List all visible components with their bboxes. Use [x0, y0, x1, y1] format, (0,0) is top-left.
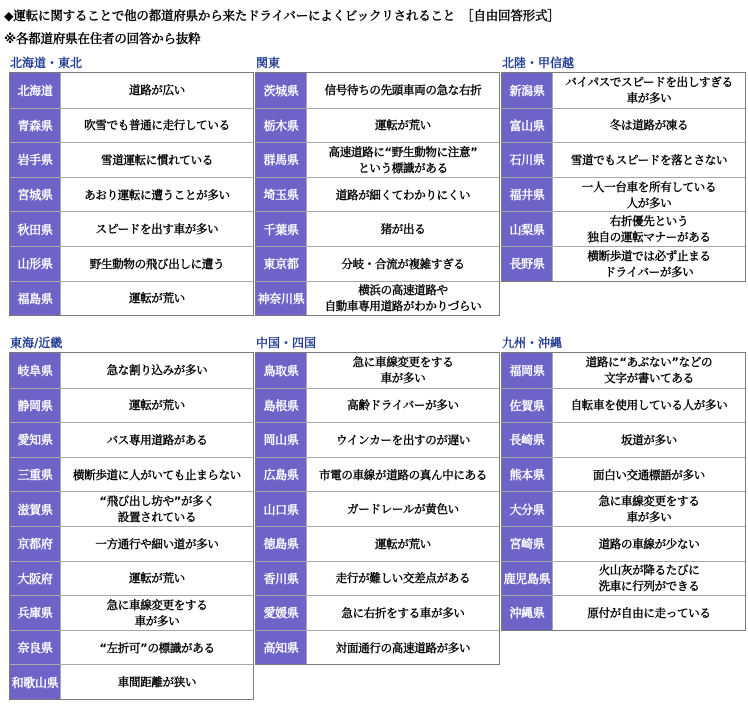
answer-text: 火山灰が降るたびに 洗車に行列ができる — [552, 562, 745, 596]
answer-text: 自転車を使用している人が多い — [552, 389, 745, 423]
answer-text: 対面通行の高速道路が多い — [306, 631, 499, 665]
section-kyushu-okinawa — [501, 335, 746, 631]
section-chugoku-shikoku — [255, 335, 500, 665]
answer-table — [501, 352, 746, 631]
table-row — [256, 142, 499, 177]
answer-table — [501, 72, 746, 282]
prefecture-label: 福岡県 — [502, 353, 552, 388]
table-row — [256, 353, 499, 388]
table-row — [256, 281, 499, 316]
answer-text: あおり運転に遭うことが多い — [60, 178, 253, 212]
answer-text: 猪が出る — [306, 212, 499, 246]
table-row — [256, 246, 499, 281]
prefecture-label: 高知県 — [256, 631, 306, 665]
answer-text: スピードを出す車が多い — [60, 212, 253, 246]
prefecture-label: 栃木県 — [256, 109, 306, 143]
prefecture-label: 大阪府 — [10, 562, 60, 596]
section-title: 東海/近畿 — [10, 336, 63, 350]
prefecture-label: 愛知県 — [10, 423, 60, 457]
prefecture-label: 青森県 — [10, 109, 60, 143]
answer-text: 右折優先という 独自の運転マナーがある — [552, 212, 745, 246]
prefecture-label: 神奈川県 — [256, 282, 306, 316]
prefecture-label: 岩手県 — [10, 143, 60, 177]
answer-text: 高速道路に“野生動物に注意” という標識がある — [306, 143, 499, 177]
page-subtitle: ※各都道府県在住者の回答から抜粋 — [4, 31, 201, 46]
answer-text: 道路が細くてわかりにくい — [306, 178, 499, 212]
table-row — [256, 73, 499, 108]
answer-text: 原付が自由に走っている — [552, 596, 745, 630]
prefecture-label: 山口県 — [256, 492, 306, 526]
table-row — [502, 595, 745, 630]
answer-text: 運転が荒い — [60, 389, 253, 423]
answer-text: 車間距離が狭い — [60, 665, 253, 699]
table-row — [10, 211, 253, 246]
answer-text: 横断歩道に人がいても止まらない — [60, 458, 253, 492]
table-row — [256, 108, 499, 143]
section-tokai-kinki — [9, 335, 254, 700]
prefecture-label: 島根県 — [256, 389, 306, 423]
table-row — [502, 246, 745, 281]
prefecture-label: 千葉県 — [256, 212, 306, 246]
answer-text: 一方通行や細い道が多い — [60, 527, 253, 561]
section-title: 関東 — [256, 56, 281, 70]
table-row — [502, 561, 745, 596]
answer-text: バイパスでスピードを出しすぎる 車が多い — [552, 73, 745, 108]
table-row — [502, 388, 745, 423]
table-row — [10, 457, 253, 492]
prefecture-label: 埼玉県 — [256, 178, 306, 212]
table-row — [10, 246, 253, 281]
table-row — [502, 457, 745, 492]
section-title: 中国・四国 — [256, 336, 317, 350]
table-row — [502, 491, 745, 526]
answer-text: 急な割り込みが多い — [60, 353, 253, 388]
table-row — [10, 630, 253, 665]
table-row — [10, 595, 253, 630]
answer-text: バス専用道路がある — [60, 423, 253, 457]
section-title: 北陸・甲信越 — [502, 56, 575, 70]
answer-text: 横断歩道では必ず止まる ドライバーが多い — [552, 247, 745, 281]
prefecture-label: 滋賀県 — [10, 492, 60, 526]
table-row — [256, 457, 499, 492]
answer-text: 市電の車線が道路の真ん中にある — [306, 458, 499, 492]
table-row — [502, 177, 745, 212]
prefecture-label: 京都府 — [10, 527, 60, 561]
prefecture-label: 宮崎県 — [502, 527, 552, 561]
prefecture-label: 茨城県 — [256, 73, 306, 108]
section-title: 九州・沖縄 — [502, 336, 563, 350]
answer-text: 面白い交通標語が多い — [552, 458, 745, 492]
prefecture-label: 岐阜県 — [10, 353, 60, 388]
table-row — [256, 595, 499, 630]
prefecture-label: 兵庫県 — [10, 596, 60, 630]
answer-text: 急に車線変更をする 車が多い — [552, 492, 745, 526]
table-row — [10, 108, 253, 143]
answer-text: 道路に“あぶない”などの 文字が書いてある — [552, 353, 745, 388]
answer-text: 冬は道路が凍る — [552, 109, 745, 143]
prefecture-label: 熊本県 — [502, 458, 552, 492]
table-row — [502, 526, 745, 561]
answer-text: 急に車線変更をする 車が多い — [60, 596, 253, 630]
answer-text: “左折可”の標識がある — [60, 631, 253, 665]
prefecture-label: 長野県 — [502, 247, 552, 281]
prefecture-label: 鹿児島県 — [502, 562, 552, 596]
answer-table — [9, 352, 254, 700]
prefecture-label: 奈良県 — [10, 631, 60, 665]
table-row — [10, 422, 253, 457]
answer-text: 信号待ちの先頭車両の急な右折 — [306, 73, 499, 108]
prefecture-label: 秋田県 — [10, 212, 60, 246]
answer-text: 運転が荒い — [60, 562, 253, 596]
prefecture-label: 群馬県 — [256, 143, 306, 177]
answer-text: ガードレールが黄色い — [306, 492, 499, 526]
table-row — [10, 177, 253, 212]
prefecture-label: 岡山県 — [256, 423, 306, 457]
answer-text: ウインカーを出すのが遅い — [306, 423, 499, 457]
answer-text: 運転が荒い — [306, 527, 499, 561]
answer-text: “飛び出し坊や”が多く 設置されている — [60, 492, 253, 526]
answer-text: 横浜の高速道路や 自動車専用道路がわかりづらい — [306, 282, 499, 316]
table-row — [10, 664, 253, 699]
table-row — [502, 211, 745, 246]
prefecture-label: 山形県 — [10, 247, 60, 281]
section-hokkaido-tohoku — [9, 55, 254, 316]
answer-text: 吹雪でも普通に走行している — [60, 109, 253, 143]
answer-table — [255, 352, 500, 665]
answer-text: 急に右折をする車が多い — [306, 596, 499, 630]
prefecture-label: 鳥取県 — [256, 353, 306, 388]
prefecture-label: 福島県 — [10, 282, 60, 316]
answer-text: 雪道運転に慣れている — [60, 143, 253, 177]
prefecture-label: 三重県 — [10, 458, 60, 492]
answer-text: 道路の車線が少ない — [552, 527, 745, 561]
answer-text: 運転が荒い — [60, 282, 253, 316]
table-row — [10, 142, 253, 177]
answer-text: 急に車線変更をする 車が多い — [306, 353, 499, 388]
table-row — [256, 526, 499, 561]
prefecture-label: 香川県 — [256, 562, 306, 596]
section-title: 北海道・東北 — [10, 56, 83, 70]
section-hokuriku-koshinetsu — [501, 55, 746, 282]
prefecture-label: 広島県 — [256, 458, 306, 492]
section-kanto — [255, 55, 500, 316]
answer-text: 坂道が多い — [552, 423, 745, 457]
answer-text: 道路が広い — [60, 73, 253, 108]
table-row — [502, 353, 745, 388]
table-row — [256, 630, 499, 665]
table-row — [10, 526, 253, 561]
prefecture-label: 静岡県 — [10, 389, 60, 423]
table-row — [256, 561, 499, 596]
answer-text: 高齢ドライバーが多い — [306, 389, 499, 423]
answer-text: 運転が荒い — [306, 109, 499, 143]
prefecture-label: 大分県 — [502, 492, 552, 526]
answer-text: 分岐・合流が複雑すぎる — [306, 247, 499, 281]
table-row — [502, 422, 745, 457]
table-row — [256, 422, 499, 457]
answer-table — [9, 72, 254, 316]
prefecture-label: 佐賀県 — [502, 389, 552, 423]
prefecture-label: 福井県 — [502, 178, 552, 212]
prefecture-label: 東京都 — [256, 247, 306, 281]
table-row — [256, 491, 499, 526]
table-row — [10, 281, 253, 316]
answer-text: 走行が難しい交差点がある — [306, 562, 499, 596]
prefecture-label: 北海道 — [10, 73, 60, 108]
table-row — [10, 73, 253, 108]
answer-text: 一人一台車を所有している 人が多い — [552, 178, 745, 212]
table-row — [502, 142, 745, 177]
table-row — [10, 353, 253, 388]
answer-text: 雪道でもスピードを落とさない — [552, 143, 745, 177]
prefecture-label: 石川県 — [502, 143, 552, 177]
prefecture-label: 富山県 — [502, 109, 552, 143]
answer-table — [255, 72, 500, 316]
table-row — [10, 561, 253, 596]
table-row — [10, 491, 253, 526]
prefecture-label: 和歌山県 — [10, 665, 60, 699]
prefecture-label: 愛媛県 — [256, 596, 306, 630]
table-row — [502, 108, 745, 143]
answer-text: 野生動物の飛び出しに遭う — [60, 247, 253, 281]
table-row — [256, 388, 499, 423]
prefecture-label: 沖縄県 — [502, 596, 552, 630]
prefecture-label: 新潟県 — [502, 73, 552, 108]
table-row — [256, 177, 499, 212]
prefecture-label: 山梨県 — [502, 212, 552, 246]
table-row — [502, 73, 745, 108]
prefecture-label: 宮城県 — [10, 178, 60, 212]
page-title: ◆運転に関することで他の都道府県から来たドライバーによくビックリされること ［自由回答形式］ — [4, 8, 560, 23]
prefecture-label: 徳島県 — [256, 527, 306, 561]
table-row — [256, 211, 499, 246]
table-row — [10, 388, 253, 423]
prefecture-label: 長崎県 — [502, 423, 552, 457]
